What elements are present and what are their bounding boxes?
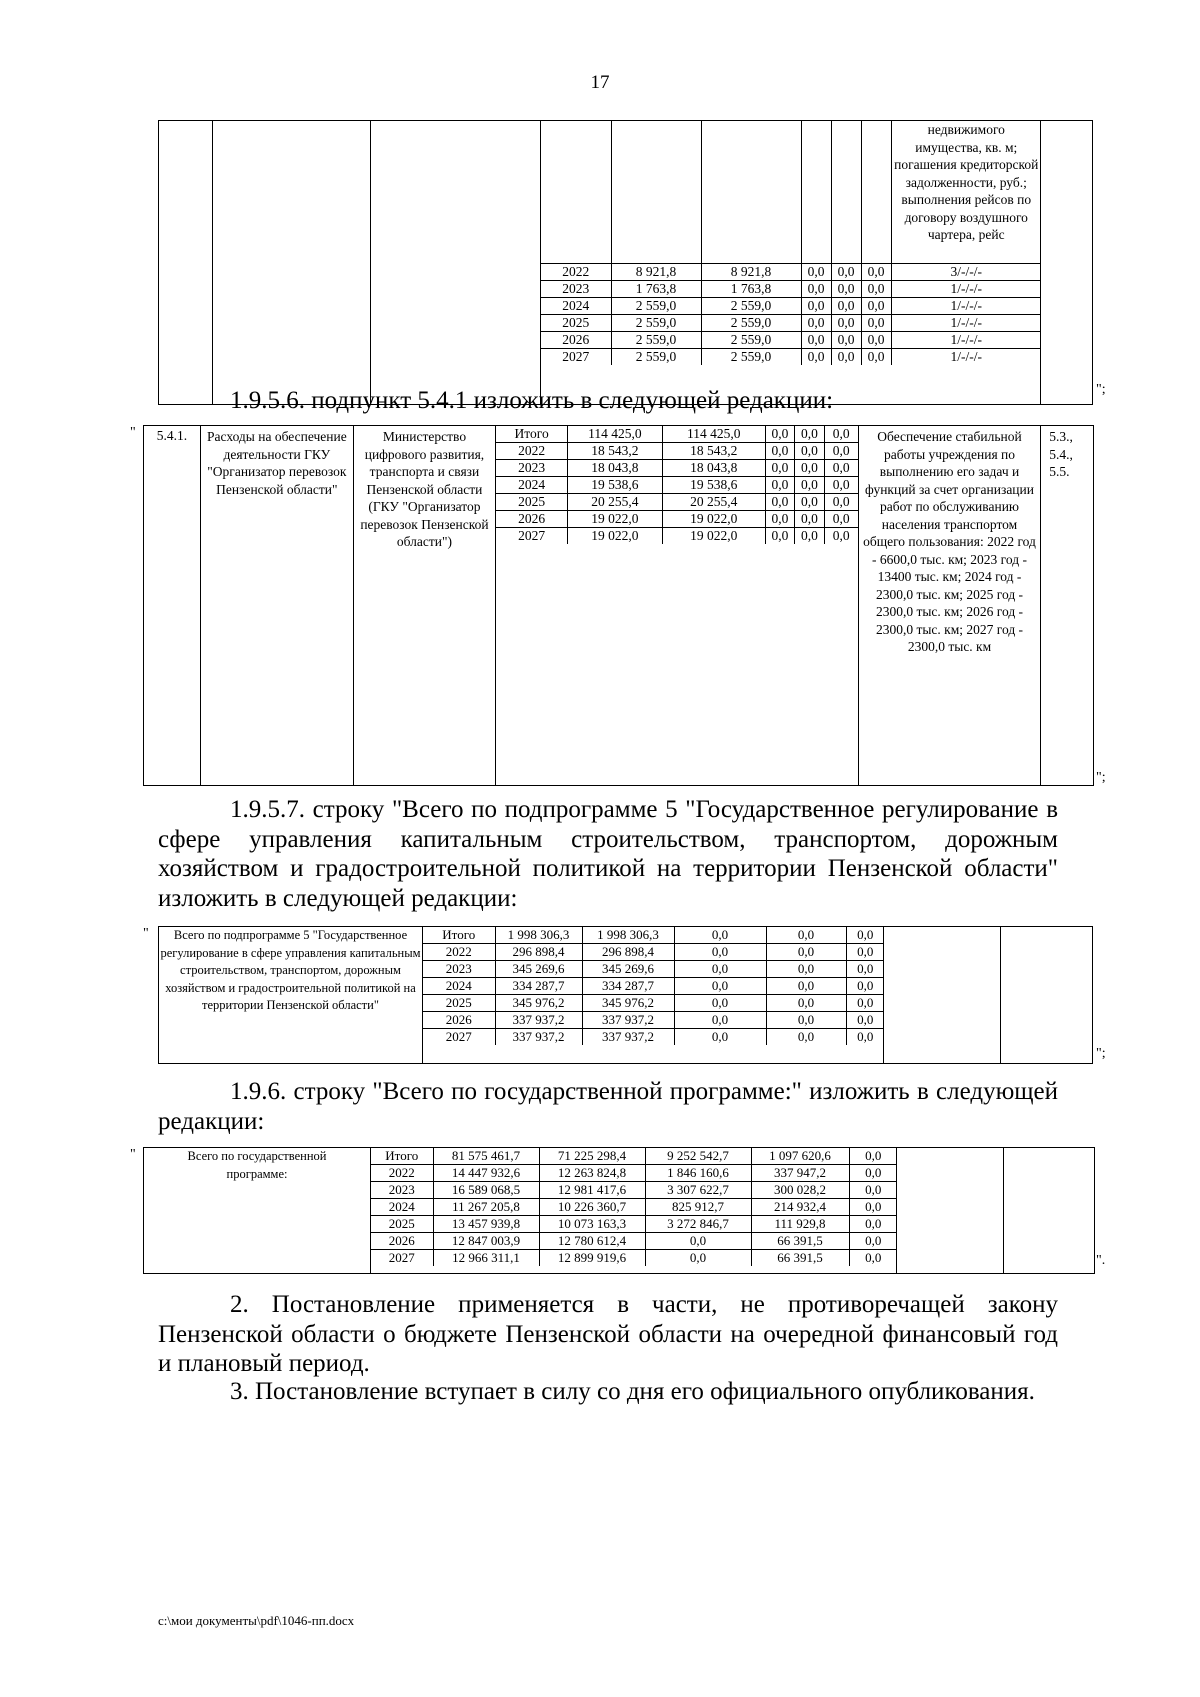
cell-fed: 3 307 622,7 bbox=[645, 1182, 751, 1199]
cell-oth: 0,0 bbox=[849, 1182, 897, 1199]
table-row bbox=[496, 460, 858, 477]
cell-total: 2 559,0 bbox=[611, 298, 701, 315]
cell-fed: 0,0 bbox=[674, 927, 766, 944]
cell-fed: 3 272 846,7 bbox=[645, 1216, 751, 1233]
cell-loc: 0,0 bbox=[766, 944, 846, 961]
cell-reg: 334 287,7 bbox=[582, 978, 674, 995]
cell-fed: 0,0 bbox=[674, 1012, 766, 1029]
cell-oth: 0,0 bbox=[861, 315, 891, 332]
cell-oth: 0,0 bbox=[849, 1165, 897, 1182]
page-number: 17 bbox=[590, 72, 610, 93]
cell-year: 2026 bbox=[423, 1012, 495, 1029]
table-subprogram-5 bbox=[158, 926, 1093, 1064]
table-row bbox=[371, 1182, 897, 1199]
cell-loc: 0,0 bbox=[766, 1012, 846, 1029]
cell-oth: 0,0 bbox=[861, 281, 891, 298]
table-row bbox=[371, 1199, 897, 1216]
cell-fed: 0,0 bbox=[765, 460, 794, 477]
cell-reg: 345 269,6 bbox=[582, 961, 674, 978]
cell-fed: 0,0 bbox=[674, 961, 766, 978]
table-row bbox=[496, 511, 858, 528]
cell-loc: 0,0 bbox=[831, 315, 861, 332]
cell-empty bbox=[213, 121, 371, 405]
item-links: 5.3., 5.4., 5.5. bbox=[1041, 426, 1094, 786]
cell-total: 114 425,0 bbox=[568, 426, 663, 443]
table-row bbox=[371, 1216, 897, 1233]
paragraph-3: 3. Постановление вступает в силу со дня его официального опубликования. bbox=[230, 1378, 1035, 1405]
cell-reg: 114 425,0 bbox=[662, 426, 765, 443]
subprogram-name: Всего по подпрограмме 5 "Государственное регулирование в сфере управления капитальным строительством, транспортом, дорожным хозяйством и градостроительной политикой на территории Пензенской области" bbox=[159, 927, 423, 1064]
cell-year: 2023 bbox=[371, 1182, 433, 1199]
cell-year: 2027 bbox=[423, 1029, 495, 1046]
table-row bbox=[423, 1012, 884, 1029]
cell-reg: 1 998 306,3 bbox=[582, 927, 674, 944]
cell-oth: 0,0 bbox=[824, 477, 858, 494]
cell-oth: 0,0 bbox=[861, 298, 891, 315]
cell-oth: 0,0 bbox=[824, 426, 858, 443]
cell-year: Итого bbox=[371, 1148, 433, 1165]
cell-year: 2025 bbox=[541, 315, 611, 332]
open-quote: " bbox=[143, 926, 149, 941]
cell-loc: 0,0 bbox=[795, 528, 824, 545]
cell-total: 8 921,8 bbox=[611, 264, 701, 281]
table-row bbox=[371, 1165, 897, 1182]
cell-total: 1 763,8 bbox=[611, 281, 701, 298]
cell-total: 2 559,0 bbox=[611, 332, 701, 349]
cell-year: Итого bbox=[496, 426, 567, 443]
table-row bbox=[423, 978, 884, 995]
cell-loc: 66 391,5 bbox=[751, 1250, 849, 1267]
cell-total: 19 022,0 bbox=[568, 528, 663, 545]
cell-year: 2022 bbox=[496, 443, 567, 460]
cell-total: 19 022,0 bbox=[568, 511, 663, 528]
cell-loc: 0,0 bbox=[831, 349, 861, 366]
cell-oth: 0,0 bbox=[861, 349, 891, 366]
cell-loc: 0,0 bbox=[831, 281, 861, 298]
cell-year: 2027 bbox=[541, 349, 611, 366]
item-name: Расходы на обеспечение деятельности ГКУ "Организатор перевозок Пензенской области" bbox=[200, 426, 353, 786]
cell-loc: 0,0 bbox=[766, 995, 846, 1012]
cell-oth: 0,0 bbox=[846, 944, 884, 961]
cell-fed: 0,0 bbox=[765, 443, 794, 460]
cell-reg: 19 022,0 bbox=[662, 511, 765, 528]
cell-total: 18 543,2 bbox=[568, 443, 663, 460]
cell-oth: 0,0 bbox=[849, 1199, 897, 1216]
finance-table-state-program bbox=[371, 1148, 897, 1266]
table-row bbox=[371, 1233, 897, 1250]
table-row bbox=[541, 332, 1041, 349]
cell-year: 2023 bbox=[423, 961, 495, 978]
cell-total: 334 287,7 bbox=[495, 978, 582, 995]
cell-loc: 0,0 bbox=[831, 332, 861, 349]
cell-loc: 214 932,4 bbox=[751, 1199, 849, 1216]
cell-fed: 9 252 542,7 bbox=[645, 1148, 751, 1165]
cell-oth: 0,0 bbox=[824, 511, 858, 528]
cell-loc: 0,0 bbox=[831, 264, 861, 281]
item-number: 5.4.1. bbox=[144, 426, 201, 786]
cell-reg: 12 899 919,6 bbox=[539, 1250, 645, 1267]
table-row bbox=[541, 298, 1041, 315]
table-row bbox=[423, 961, 884, 978]
cell-finance-block bbox=[496, 426, 859, 786]
table-row bbox=[423, 1029, 884, 1046]
cell-empty bbox=[1004, 1148, 1095, 1274]
cell-year: 2026 bbox=[371, 1233, 433, 1250]
cell-total: 20 255,4 bbox=[568, 494, 663, 511]
cell-total: 14 447 932,6 bbox=[433, 1165, 539, 1182]
close-quote: "; bbox=[1096, 770, 1106, 785]
open-quote: " bbox=[130, 425, 136, 440]
cell-reg: 19 022,0 bbox=[662, 528, 765, 545]
close-quote: ". bbox=[1096, 1253, 1106, 1268]
table-row bbox=[541, 349, 1041, 366]
item-executor: Министерство цифрового развития, транспорта и связи Пензенской области (ГКУ "Организатор перевозок Пензенской области") bbox=[353, 426, 495, 786]
cell-total: 81 575 461,7 bbox=[433, 1148, 539, 1165]
cell-reg: 345 976,2 bbox=[582, 995, 674, 1012]
paragraph-196: 1.9.6. строку "Всего по государственной программе:" изложить в следующей редакции: bbox=[158, 1078, 1058, 1135]
cell-ind: 1/-/-/- bbox=[891, 298, 1041, 315]
cell-fed: 0,0 bbox=[765, 494, 794, 511]
finance-table-5-4-1 bbox=[496, 426, 858, 544]
cell-fed: 0,0 bbox=[765, 477, 794, 494]
cell-empty bbox=[1001, 927, 1093, 1064]
cell-year: 2024 bbox=[371, 1199, 433, 1216]
cell-oth: 0,0 bbox=[846, 978, 884, 995]
cell-reg: 20 255,4 bbox=[662, 494, 765, 511]
cell-year: 2022 bbox=[371, 1165, 433, 1182]
table-row bbox=[541, 281, 1041, 298]
cell-loc: 0,0 bbox=[795, 477, 824, 494]
cell-total: 337 937,2 bbox=[495, 1029, 582, 1046]
cell-year: 2023 bbox=[496, 460, 567, 477]
cell-year-block bbox=[541, 121, 1041, 405]
cell-total: 18 043,8 bbox=[568, 460, 663, 477]
cell-year: 2027 bbox=[496, 528, 567, 545]
cell-reg: 2 559,0 bbox=[701, 332, 801, 349]
table-row bbox=[371, 1148, 897, 1165]
cell-fed: 0,0 bbox=[645, 1250, 751, 1267]
cell-loc: 0,0 bbox=[795, 494, 824, 511]
cell-loc: 0,0 bbox=[766, 978, 846, 995]
cell-fed: 1 846 160,6 bbox=[645, 1165, 751, 1182]
cell-oth: 0,0 bbox=[846, 1029, 884, 1046]
cell-fed: 0,0 bbox=[801, 349, 831, 366]
table-row bbox=[496, 477, 858, 494]
cell-total: 345 269,6 bbox=[495, 961, 582, 978]
finance-table-continuation bbox=[541, 121, 1041, 365]
item-result: Обеспечение стабильной работы учреждения по выполнению его задач и функций за счет организации работ по обслуживанию населения транспортом общего пользования: 2022 год - 6600,0 тыс. км; 2023 год - 13400 тыс. км; 2024 год - 2300,0 тыс. км; 2025 год - 2300,0 тыс. км; 2026 год - 2300,0 тыс. км; 2027 год - 2300,0 тыс. км bbox=[858, 426, 1040, 786]
cell-year: 2026 bbox=[541, 332, 611, 349]
table-row bbox=[423, 995, 884, 1012]
table-state-program bbox=[143, 1147, 1095, 1274]
table-row bbox=[541, 315, 1041, 332]
cell-ind: 3/-/-/- bbox=[891, 264, 1041, 281]
cell-reg: 337 937,2 bbox=[582, 1012, 674, 1029]
cell-loc: 0,0 bbox=[795, 460, 824, 477]
cell-year: 2025 bbox=[423, 995, 495, 1012]
cell-loc: 337 947,2 bbox=[751, 1165, 849, 1182]
cell-reg: 1 763,8 bbox=[701, 281, 801, 298]
cell-fed: 825 912,7 bbox=[645, 1199, 751, 1216]
cell-oth: 0,0 bbox=[846, 995, 884, 1012]
footer-file-path: c:\мои документы\pdf\1046-пп.docx bbox=[158, 1613, 355, 1628]
cell-oth: 0,0 bbox=[846, 927, 884, 944]
cell-fed: 0,0 bbox=[765, 426, 794, 443]
cell-year: 2026 bbox=[496, 511, 567, 528]
cell-reg: 2 559,0 bbox=[701, 315, 801, 332]
cell-year: 2022 bbox=[423, 944, 495, 961]
cell-oth: 0,0 bbox=[861, 332, 891, 349]
cell-year: 2027 bbox=[371, 1250, 433, 1267]
cell-fed: 0,0 bbox=[674, 995, 766, 1012]
cell-loc: 111 929,8 bbox=[751, 1216, 849, 1233]
finance-table-subprogram-5 bbox=[423, 927, 884, 1045]
cell-total: 2 559,0 bbox=[611, 349, 701, 366]
cell-loc: 0,0 bbox=[831, 298, 861, 315]
cell-fed: 0,0 bbox=[801, 298, 831, 315]
cell-fed: 0,0 bbox=[801, 315, 831, 332]
cell-ind: 1/-/-/- bbox=[891, 281, 1041, 298]
cell-ind: 1/-/-/- bbox=[891, 349, 1041, 366]
close-quote: "; bbox=[1096, 1046, 1106, 1061]
cell-oth: 0,0 bbox=[824, 460, 858, 477]
cell-year: 2025 bbox=[496, 494, 567, 511]
cell-year: 2022 bbox=[541, 264, 611, 281]
open-quote: " bbox=[130, 1147, 136, 1162]
cell-reg: 337 937,2 bbox=[582, 1029, 674, 1046]
cell-oth: 0,0 bbox=[849, 1148, 897, 1165]
cell-reg: 12 263 824,8 bbox=[539, 1165, 645, 1182]
cell-fed: 0,0 bbox=[765, 528, 794, 545]
cell-fed: 0,0 bbox=[645, 1233, 751, 1250]
cell-loc: 0,0 bbox=[766, 961, 846, 978]
cell-reg: 19 538,6 bbox=[662, 477, 765, 494]
cell-reg: 18 543,2 bbox=[662, 443, 765, 460]
table-row bbox=[496, 528, 858, 545]
cell-oth: 0,0 bbox=[824, 528, 858, 545]
cell-loc: 0,0 bbox=[795, 443, 824, 460]
table-continuation bbox=[158, 120, 1093, 405]
indicator-description: недвижимого имущества, кв. м; погашения кредиторской задолженности, руб.; выполнения рейсов по договору воздушного чартера, рейс bbox=[891, 121, 1041, 264]
cell-oth: 0,0 bbox=[849, 1216, 897, 1233]
state-program-name: Всего по государственной программе: bbox=[144, 1148, 371, 1274]
cell-total: 2 559,0 bbox=[611, 315, 701, 332]
cell-fed: 0,0 bbox=[801, 281, 831, 298]
cell-reg: 12 981 417,6 bbox=[539, 1182, 645, 1199]
cell-total: 12 847 003,9 bbox=[433, 1233, 539, 1250]
cell-oth: 0,0 bbox=[824, 494, 858, 511]
cell-loc: 1 097 620,6 bbox=[751, 1148, 849, 1165]
cell-total: 337 937,2 bbox=[495, 1012, 582, 1029]
cell-year: 2024 bbox=[423, 978, 495, 995]
table-row bbox=[371, 1250, 897, 1267]
paragraph-2: 2. Постановление применяется в части, не противоречащей закону Пензенской области о бюджете Пензенской области на очередной финансовый год и плановый период. bbox=[158, 1291, 1058, 1377]
cell-loc: 0,0 bbox=[795, 426, 824, 443]
cell-reg: 8 921,8 bbox=[701, 264, 801, 281]
cell-reg: 2 559,0 bbox=[701, 349, 801, 366]
cell-reg: 10 073 163,3 bbox=[539, 1216, 645, 1233]
cell-oth: 0,0 bbox=[824, 443, 858, 460]
cell-reg: 71 225 298,4 bbox=[539, 1148, 645, 1165]
table-row bbox=[423, 927, 884, 944]
table-row bbox=[423, 944, 884, 961]
cell-fed: 0,0 bbox=[674, 1029, 766, 1046]
cell-reg: 2 559,0 bbox=[701, 298, 801, 315]
cell-fed: 0,0 bbox=[765, 511, 794, 528]
cell-oth: 0,0 bbox=[861, 264, 891, 281]
table-row bbox=[496, 494, 858, 511]
cell-total: 296 898,4 bbox=[495, 944, 582, 961]
paragraph-1956: 1.9.5.6. подпункт 5.4.1 изложить в следующей редакции: bbox=[230, 387, 834, 414]
table-row bbox=[541, 264, 1041, 281]
cell-oth: 0,0 bbox=[849, 1250, 897, 1267]
cell-year: 2023 bbox=[541, 281, 611, 298]
cell-year: Итого bbox=[423, 927, 495, 944]
cell-finance-block bbox=[371, 1148, 897, 1274]
cell-empty bbox=[884, 927, 1001, 1064]
cell-finance-block bbox=[423, 927, 884, 1064]
table-row bbox=[496, 443, 858, 460]
cell-loc: 0,0 bbox=[766, 1029, 846, 1046]
cell-total: 19 538,6 bbox=[568, 477, 663, 494]
cell-fed: 0,0 bbox=[801, 332, 831, 349]
cell-empty bbox=[371, 121, 541, 405]
cell-empty bbox=[159, 121, 213, 405]
cell-year: 2024 bbox=[496, 477, 567, 494]
cell-ind: 1/-/-/- bbox=[891, 315, 1041, 332]
cell-total: 345 976,2 bbox=[495, 995, 582, 1012]
cell-loc: 66 391,5 bbox=[751, 1233, 849, 1250]
cell-total: 1 998 306,3 bbox=[495, 927, 582, 944]
cell-total: 12 966 311,1 bbox=[433, 1250, 539, 1267]
cell-reg: 18 043,8 bbox=[662, 460, 765, 477]
cell-empty bbox=[897, 1148, 1004, 1274]
cell-reg: 12 780 612,4 bbox=[539, 1233, 645, 1250]
cell-loc: 0,0 bbox=[766, 927, 846, 944]
cell-oth: 0,0 bbox=[849, 1233, 897, 1250]
cell-total: 11 267 205,8 bbox=[433, 1199, 539, 1216]
table-5-4-1 bbox=[143, 425, 1094, 786]
cell-oth: 0,0 bbox=[846, 1012, 884, 1029]
cell-reg: 10 226 360,7 bbox=[539, 1199, 645, 1216]
cell-total: 13 457 939,8 bbox=[433, 1216, 539, 1233]
cell-loc: 0,0 bbox=[795, 511, 824, 528]
cell-total: 16 589 068,5 bbox=[433, 1182, 539, 1199]
table-row bbox=[496, 426, 858, 443]
cell-year: 2024 bbox=[541, 298, 611, 315]
cell-loc: 300 028,2 bbox=[751, 1182, 849, 1199]
cell-ind: 1/-/-/- bbox=[891, 332, 1041, 349]
cell-fed: 0,0 bbox=[801, 264, 831, 281]
paragraph-1957: 1.9.5.7. строку "Всего по подпрограмме 5 "Государственное регулирование в сфере управления капитальным строительством, транспортом, дорожным хозяйством и градостроительной политикой на территории Пензенской области" изложить в следующей редакции: bbox=[158, 796, 1058, 912]
cell-year: 2025 bbox=[371, 1216, 433, 1233]
cell-fed: 0,0 bbox=[674, 944, 766, 961]
close-quote: "; bbox=[1096, 382, 1106, 397]
cell-reg: 296 898,4 bbox=[582, 944, 674, 961]
cell-empty bbox=[1041, 121, 1093, 405]
cell-fed: 0,0 bbox=[674, 978, 766, 995]
cell-oth: 0,0 bbox=[846, 961, 884, 978]
